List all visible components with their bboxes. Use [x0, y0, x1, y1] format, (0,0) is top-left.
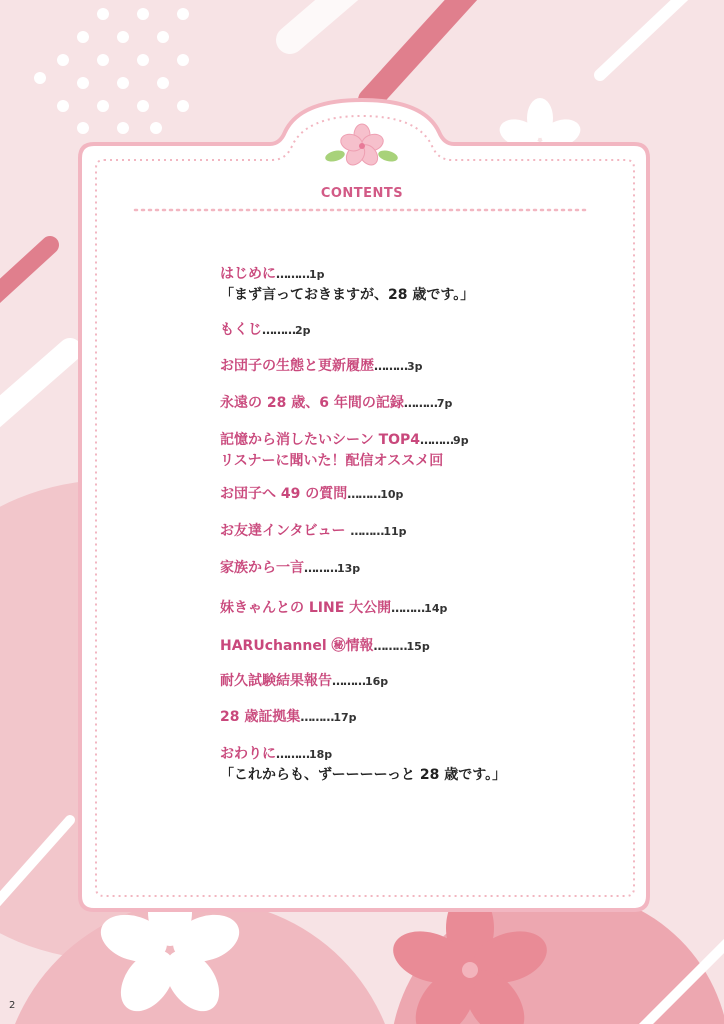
toc-entry	[220, 393, 452, 414]
toc-entry	[220, 356, 423, 377]
toc-entry	[220, 707, 357, 728]
toc-dots: ………	[374, 359, 407, 373]
toc-page: 10p	[380, 488, 404, 501]
toc-dots: ………	[373, 639, 407, 653]
toc-dots: ………	[276, 267, 309, 281]
toc-dots: ………	[420, 433, 454, 447]
toc-entry	[220, 598, 447, 619]
toc-title: 耐久試験結果報告	[220, 673, 332, 689]
toc-dots: ………	[332, 674, 365, 688]
toc-title: 永遠の 28 歳、6 年間の記録	[220, 395, 404, 411]
toc-title: お団子の生態と更新履歴	[220, 358, 374, 374]
card-frame	[80, 100, 648, 910]
toc-page: 14p	[424, 602, 448, 615]
toc-title-second-line: リスナーに聞いた！配信オススメ回	[220, 453, 444, 469]
toc-entry	[220, 320, 311, 341]
toc-title: おわりに	[220, 746, 276, 762]
toc-title: もくじ	[220, 322, 262, 338]
page-number: 2	[9, 1000, 16, 1011]
toc-title: HARUchannel ㊙情報	[220, 638, 374, 654]
toc-page: 7p	[436, 397, 453, 410]
toc-subtitle: 「まず言っておきますが、28 歳です。」	[220, 287, 475, 303]
toc-page: 18p	[309, 748, 333, 761]
toc-page: 11p	[383, 525, 407, 538]
toc-entry	[220, 430, 469, 471]
stripe-red-top	[370, 0, 470, 100]
toc-subtitle: 「これからも、ずーーーーっと 28 歳です。」	[220, 767, 507, 783]
toc-dots: ………	[300, 710, 334, 724]
toc-dots: ………	[403, 396, 437, 410]
toc-page: 15p	[406, 640, 430, 653]
toc-title: お友達インタビュー	[220, 523, 351, 539]
contents-heading: CONTENTS	[320, 186, 404, 201]
toc-entry	[220, 671, 388, 692]
toc-dots: ………	[391, 601, 425, 615]
toc-dots: ………	[276, 747, 309, 761]
toc-entry	[220, 521, 407, 542]
polka-dots	[34, 8, 189, 134]
stripe-white-top	[290, 0, 360, 40]
toc-title: はじめに	[220, 266, 276, 282]
stripe-white-left	[0, 350, 70, 420]
toc-dots: ………	[347, 487, 381, 501]
toc-page: 1p	[309, 268, 325, 281]
toc-title: 記憶から消したいシーン TOP4	[220, 432, 421, 448]
toc-title: お団子へ 49 の質問	[220, 486, 348, 502]
toc-title: 妹きゃんとの LINE 大公開	[220, 600, 392, 616]
toc-entry	[220, 558, 360, 579]
stripe-white-right	[600, 0, 690, 75]
toc-dots: ………	[350, 524, 384, 538]
toc-page: 9p	[453, 434, 469, 447]
toc-page: 17p	[333, 711, 357, 724]
toc-title: 28 歳証拠集	[220, 709, 301, 725]
toc-page: 16p	[365, 675, 389, 688]
toc-entry	[220, 264, 474, 305]
toc-page: 13p	[337, 562, 361, 575]
toc-title: 家族から一言	[220, 560, 304, 576]
toc-page: 2p	[295, 324, 311, 337]
toc-dots: ………	[262, 323, 295, 337]
toc-entry	[220, 636, 430, 657]
toc-dots: ………	[304, 561, 337, 575]
toc-page: 3p	[407, 360, 423, 373]
toc-entry	[220, 484, 403, 505]
toc-entry	[220, 744, 506, 785]
stripe-red-left	[0, 245, 50, 300]
